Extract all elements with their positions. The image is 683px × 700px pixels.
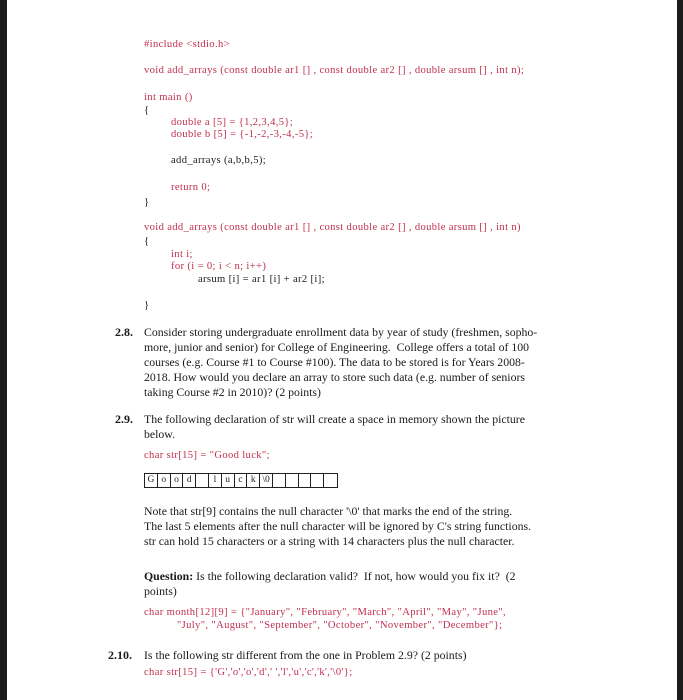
question-text: Is the following declaration valid? If not, how would you fix it? (2 xyxy=(196,569,516,583)
code-line-brace-close: } xyxy=(144,197,150,208)
question-line-2: points) xyxy=(144,584,177,598)
memory-cell: c xyxy=(235,474,248,487)
code-line-sum: arsum [i] = ar1 [i] + ar2 [i]; xyxy=(198,274,325,285)
note-line: Note that str[9] contains the null character '\0' that marks the end of the string. xyxy=(144,504,513,518)
memory-cell xyxy=(324,474,337,487)
code-line-include: #include <stdio.h> xyxy=(144,39,230,50)
code-str-declaration: char str[15] = "Good luck"; xyxy=(144,450,270,461)
problem-text-line: Consider storing undergraduate enrollment data by year of study (freshmen, sopho- xyxy=(144,325,538,339)
right-edge-border xyxy=(677,0,683,700)
question-label: Question: xyxy=(144,569,194,583)
problem-text-line: 2018. How would you declare an array to store such data (e.g. number of seniors xyxy=(144,370,525,384)
code-month-line-1: char month[12][9] = {"January", "February", "March", "April", "May", "June", xyxy=(144,607,506,618)
code-line-int-i: int i; xyxy=(171,249,193,260)
code-line-main: int main () xyxy=(144,92,193,103)
code-line-brace-open: { xyxy=(144,105,150,116)
code-str-char-array: char str[15] = {'G','o','o','d',' ','l','u','c','k','\0'}; xyxy=(144,667,353,678)
code-month-line-2: "July", "August", "September", "October", "November", "December"}; xyxy=(177,620,503,631)
question-line xyxy=(144,569,516,583)
problem-number: 2.10. xyxy=(108,648,132,662)
memory-cell xyxy=(273,474,286,487)
code-line-definition: void add_arrays (const double ar1 [] , const double ar2 [] , double arsum [] , int n) xyxy=(144,222,521,233)
code-line-for: for (i = 0; i < n; i++) xyxy=(171,261,267,272)
problem-text-line: more, junior and senior) for College of Engineering. College offers a total of 100 xyxy=(144,340,530,354)
problem-text-line: Is the following str different from the one in Problem 2.9? (2 points) xyxy=(144,648,467,662)
memory-cell xyxy=(286,474,299,487)
memory-cell: o xyxy=(158,474,171,487)
note-line: The last 5 elements after the null character will be ignored by C's string functions. xyxy=(144,519,532,533)
problem-text-line: The following declaration of str will create a space in memory shown the picture xyxy=(144,412,525,426)
memory-cell: o xyxy=(171,474,184,487)
memory-cell: u xyxy=(222,474,235,487)
code-line-brace-close-2: } xyxy=(144,300,150,311)
code-line-array-a: double a [5] = {1,2,3,4,5}; xyxy=(171,117,294,128)
problem-text-line: below. xyxy=(144,427,176,441)
left-edge-border xyxy=(0,0,7,700)
problem-text-line: courses (e.g. Course #1 to Course #100). The data to be stored is for Years 2008- xyxy=(144,355,525,369)
code-line-call: add_arrays (a,b,b,5); xyxy=(171,155,267,166)
code-line-prototype: void add_arrays (const double ar1 [] , const double ar2 [] , double arsum [] , int n); xyxy=(144,65,525,76)
problem-number: 2.9. xyxy=(115,412,133,426)
problem-number: 2.8. xyxy=(115,325,133,339)
memory-cells xyxy=(144,473,338,488)
code-line-return: return 0; xyxy=(171,182,211,193)
code-line-array-b: double b [5] = {-1,-2,-3,-4,-5}; xyxy=(171,129,314,140)
note-line: str can hold 15 characters or a string with 14 characters plus the null character. xyxy=(144,534,515,548)
memory-cell xyxy=(299,474,312,487)
problem-text-line: taking Course #2 in 2010)? (2 points) xyxy=(144,385,321,399)
memory-cell: G xyxy=(145,474,158,487)
memory-cell: l xyxy=(209,474,222,487)
memory-cell: \0 xyxy=(260,474,273,487)
memory-cell: d xyxy=(183,474,196,487)
memory-cell xyxy=(196,474,209,487)
memory-cell xyxy=(311,474,324,487)
code-line-brace-open-2: { xyxy=(144,236,150,247)
memory-cell: k xyxy=(247,474,260,487)
